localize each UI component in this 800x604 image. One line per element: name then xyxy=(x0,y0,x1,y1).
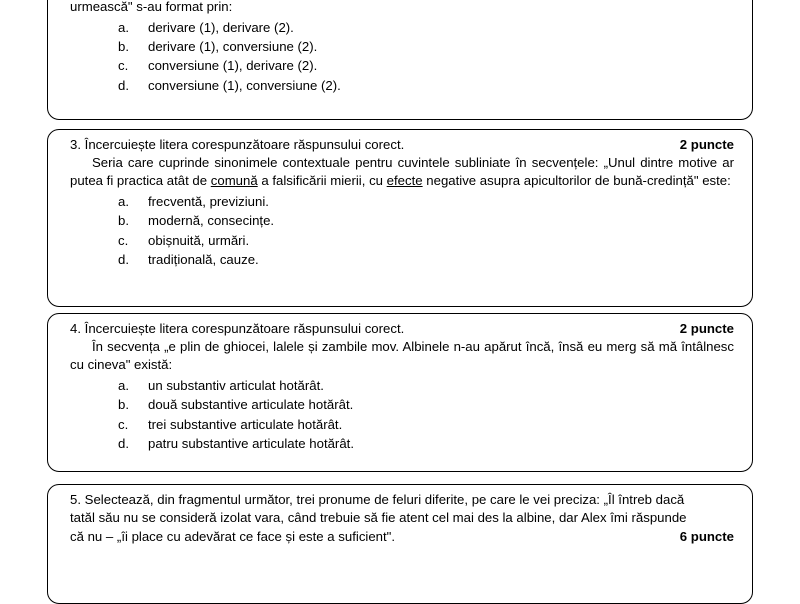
question-block-4 xyxy=(47,313,753,472)
question-4-instruction-text: Încercuiește litera corespunzătoare răspunsului corect. xyxy=(84,321,405,336)
question-3-body-post: negative asupra apicultorilor de bună-credință" este: xyxy=(422,173,731,189)
answer-option[interactable] xyxy=(70,18,738,37)
answer-option[interactable] xyxy=(70,250,738,269)
answer-text: patru substantive articulate hotărât. xyxy=(148,435,354,451)
answer-option[interactable] xyxy=(70,192,738,211)
answer-text: obișnuită, urmări. xyxy=(148,232,250,248)
answer-option[interactable] xyxy=(70,211,738,230)
answer-text: două substantive articulate hotărât. xyxy=(148,397,354,413)
question-4-number: 4. xyxy=(70,321,81,336)
answer-letter: c. xyxy=(118,416,129,432)
question-4-header xyxy=(62,320,738,337)
answer-option[interactable] xyxy=(70,415,738,434)
question-5-instruction-text: Selectează, din fragmentul următor, trei pronume de feluri diferite, pe care le vei preciza: „Îl întreb dacă xyxy=(84,492,685,507)
answer-text: derivare (1), derivare (2). xyxy=(148,19,294,35)
question-block-5 xyxy=(47,484,753,604)
question-4-instruction xyxy=(62,320,404,337)
question-3-body-pre: Seria care cuprinde sinonimele contextuale pentru cuvintele subliniate în secvențele: „Unul dintre motive ar putea fi practica atât de xyxy=(70,155,734,189)
question-5-line-3-row xyxy=(62,528,738,545)
answer-option[interactable] xyxy=(70,231,738,250)
answer-text: trei substantive articulate hotărât. xyxy=(148,416,343,432)
question-3-points: 2 puncte xyxy=(679,137,734,152)
answer-text: derivare (1), conversiune (2). xyxy=(148,39,318,55)
answer-option[interactable] xyxy=(70,76,738,95)
question-4-body-text: În secvența „e plin de ghiocei, lalele și zambile mov. Albinele n-au apărut încă, însă eu merg să mă întâlnesc cu cineva" există: xyxy=(70,339,734,373)
question-3-instruction-text: Încercuiește litera corespunzătoare răspunsului corect. xyxy=(84,137,405,152)
question-block-2 xyxy=(47,0,753,120)
answer-letter: d. xyxy=(118,77,129,93)
question-block-3 xyxy=(47,129,753,307)
question-5-header xyxy=(62,491,738,508)
question-5-instruction xyxy=(62,491,684,508)
answer-letter: a. xyxy=(118,19,129,35)
question-2-answers xyxy=(62,18,738,95)
question-3-body xyxy=(62,154,738,190)
question-4-answers xyxy=(62,376,738,453)
answer-letter: b. xyxy=(118,397,129,413)
answer-text: tradițională, cauze. xyxy=(148,251,259,267)
question-3-number: 3. xyxy=(70,137,81,152)
question-5-line-3: că nu – „îi place cu adevărat ce face și este a suficient". xyxy=(70,529,396,545)
question-5-number: 5. xyxy=(70,492,81,507)
answer-option[interactable] xyxy=(70,56,738,75)
answer-letter: b. xyxy=(118,39,129,55)
question-5-line-2: tatăl său nu se consideră izolat vara, când trebuie să fie atent cel mai des la albine, dar Alex îmi răspunde xyxy=(70,510,687,526)
question-3-body-mid: a falsificării mierii, cu xyxy=(257,173,387,189)
answer-option[interactable] xyxy=(70,434,738,453)
answer-text: un substantiv articulat hotărât. xyxy=(148,378,324,394)
answer-option[interactable] xyxy=(70,376,738,395)
answer-letter: b. xyxy=(118,213,129,229)
answer-text: modernă, consecințe. xyxy=(148,213,275,229)
question-5-points: 6 puncte xyxy=(679,529,734,545)
question-4-points: 2 puncte xyxy=(679,321,734,336)
question-3-instruction xyxy=(62,136,404,153)
answer-letter: d. xyxy=(118,435,129,451)
question-3-answers xyxy=(62,192,738,269)
answer-letter: a. xyxy=(118,378,129,394)
question-3-underlined-1: comună xyxy=(210,173,258,189)
question-4-body xyxy=(62,338,738,374)
question-3-underlined-2: efecte xyxy=(386,173,423,189)
answer-letter: c. xyxy=(118,232,129,248)
answer-letter: d. xyxy=(118,251,129,267)
answer-letter: a. xyxy=(118,194,129,210)
answer-text: conversiune (1), derivare (2). xyxy=(148,58,318,74)
answer-text: conversiune (1), conversiune (2). xyxy=(148,77,341,93)
answer-option[interactable] xyxy=(70,395,738,414)
answer-option[interactable] xyxy=(70,37,738,56)
answer-letter: c. xyxy=(118,58,129,74)
answer-text: frecventă, previziuni. xyxy=(148,194,269,210)
question-3-header xyxy=(62,136,738,153)
question-2-stem-tail: urmească" s-au format prin: xyxy=(70,0,233,14)
